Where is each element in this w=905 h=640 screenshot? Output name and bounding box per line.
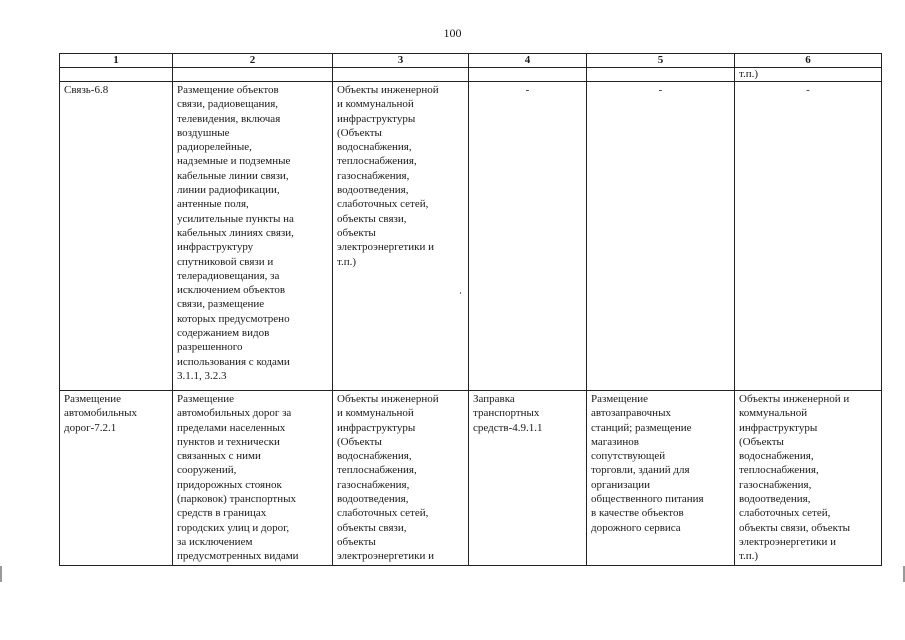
table-cell: Объекты инженерной и коммунальной инфраструктуры (Объекты водоснабжения, теплоснабжения, газоснабжения, водоотведения, слаботочных сетей, объекты связи, объекты электроэнергетики и т.п.) (735, 391, 882, 566)
table-row (60, 82, 882, 391)
table-cell: Объекты инженерной и коммунальной инфраструктуры (Объекты водоснабжения, теплоснабжения, газоснабжения, водоотведения, слаботочных сетей, объекты связи, объекты электроэнергетики и т.п.) (333, 82, 469, 391)
header-cell: 2 (173, 54, 333, 68)
use-type-cell: Размещение автомобильных дорог-7.2.1 (60, 391, 173, 566)
header-cell: 1 (60, 54, 173, 68)
table-cell (469, 68, 587, 82)
table-header-row (60, 54, 882, 68)
scan-edge-mark (0, 566, 2, 582)
table-cell: Объекты инженерной и коммунальной инфраструктуры (Объекты водоснабжения, теплоснабжения, газоснабжения, водоотведения, слаботочных сетей, объекты связи, объекты электроэнергетики и (333, 391, 469, 566)
land-use-table (59, 53, 882, 566)
table-cell: Заправка транспортных средств-4.9.1.1 (469, 391, 587, 566)
table-cell: - (469, 82, 587, 391)
header-cell: 5 (587, 54, 735, 68)
header-cell: 3 (333, 54, 469, 68)
header-cell: 6 (735, 54, 882, 68)
table-cell: т.п.) (735, 68, 882, 82)
table-cell: - (587, 82, 735, 391)
scan-speck (460, 292, 461, 294)
table-carryover-row (60, 68, 882, 82)
use-type-cell: Связь-6.8 (60, 82, 173, 391)
description-cell: Размещение объектов связи, радиовещания, телевидения, включая воздушные радиорелейные, надземные и подземные кабельные линии связи, линии радиофикации, антенные поля, усилительные пункты на кабельных линиях связи, инфраструктуру спутниковой связи и телерадиовещания, за исключением объектов связи, размещение которых предусмотрено содержанием видов разрешенного использования с кодами 3.1.1, 3.2.3 (173, 82, 333, 391)
table-cell: - (735, 82, 882, 391)
header-cell: 4 (469, 54, 587, 68)
page-number: 100 (443, 26, 462, 40)
table-cell (587, 68, 735, 82)
table-row (60, 391, 882, 566)
description-cell: Размещение автомобильных дорог за пределами населенных пунктов и технически связанных с ними сооружений, придорожных стоянок (парковок) транспортных средств в границах городских улиц и дорог, за исключением предусмотренных видами (173, 391, 333, 566)
table-cell (333, 68, 469, 82)
table-cell (173, 68, 333, 82)
table-cell: Размещение автозаправочных станций; размещение магазинов сопутствующей торговли, зданий для организации общественного питания в качестве объектов дорожного сервиса (587, 391, 735, 566)
table-cell (60, 68, 173, 82)
